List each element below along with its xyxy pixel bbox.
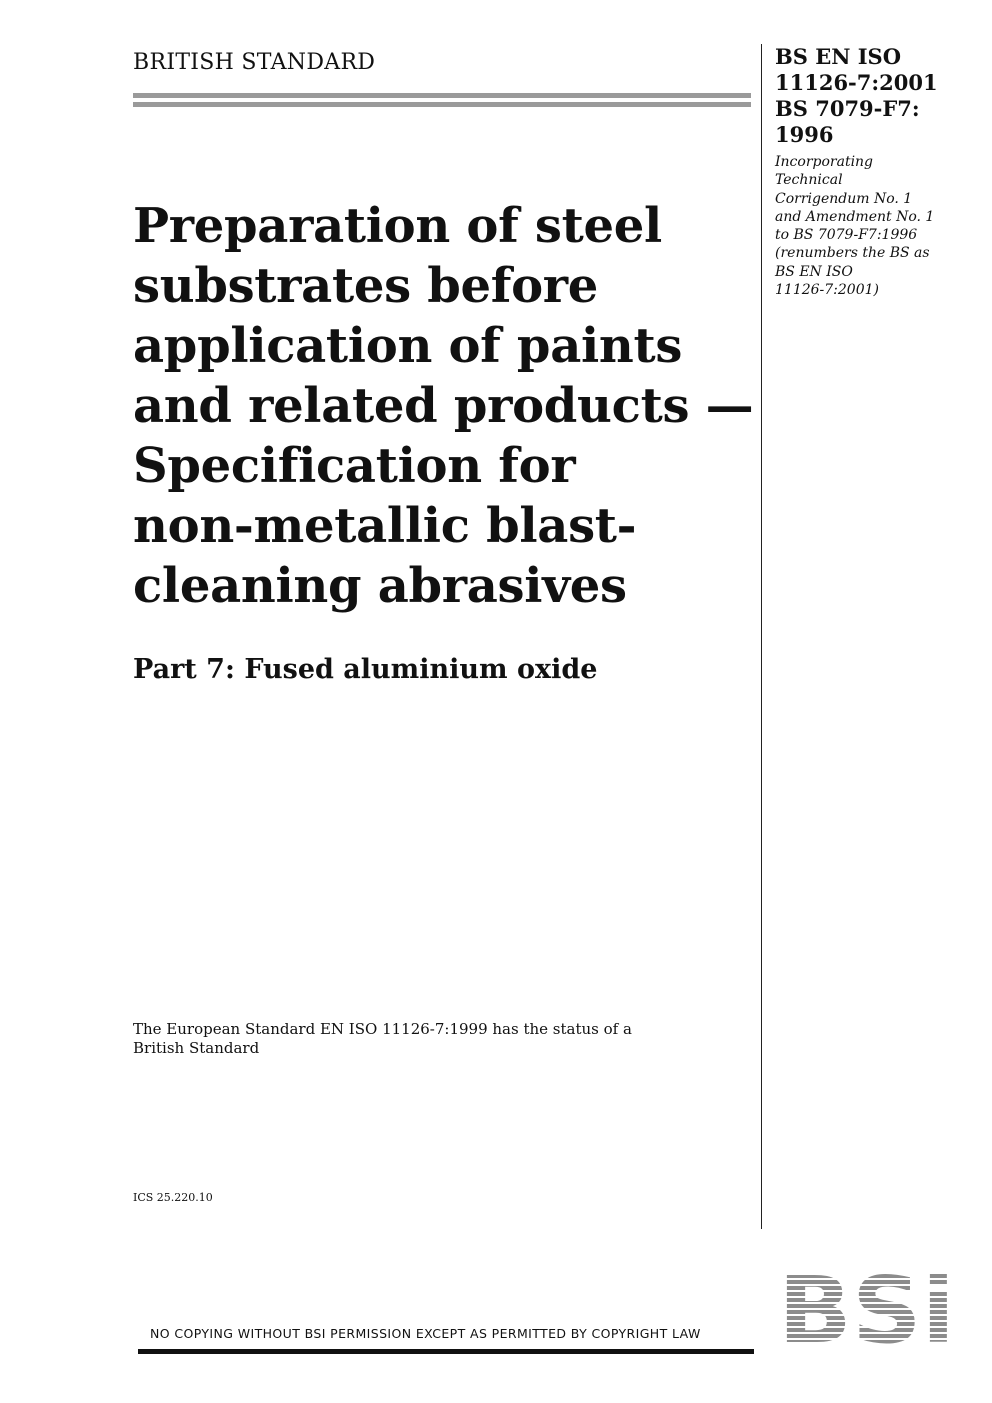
title-line: substrates before: [133, 258, 599, 314]
copyright-notice: NO COPYING WITHOUT BSI PERMISSION EXCEPT AS PERMITTED BY COPYRIGHT LAW: [150, 1326, 701, 1341]
title-line: application of paints: [133, 318, 683, 374]
bsi-logo-text: BSi: [778, 1274, 955, 1344]
header-rule-top: [133, 93, 751, 98]
status-statement: [133, 1020, 693, 1058]
document-title: [133, 196, 753, 616]
note-line: (renumbers the BS as: [775, 245, 930, 262]
title-line: and related products —: [133, 378, 754, 434]
title-line: non-metallic blast-: [133, 498, 637, 554]
bsi-logo: [778, 1274, 955, 1344]
note-line: 11126-7:2001): [775, 282, 879, 299]
title-line: Preparation of steel: [133, 198, 662, 254]
note-line: Technical: [775, 172, 843, 189]
note-line: Corrigendum No. 1: [775, 190, 913, 207]
note-line: BS EN ISO: [775, 263, 853, 280]
standard-number-line: 1996: [775, 122, 834, 147]
document-type-label: BRITISH STANDARD: [133, 50, 376, 75]
title-line: cleaning abrasives: [133, 558, 627, 614]
standard-number-line: BS 7079-F7:: [775, 96, 920, 121]
note-line: to BS 7079-F7:1996: [775, 227, 918, 244]
status-line: The European Standard EN ISO 11126-7:1999 has the status of a: [133, 1020, 632, 1038]
note-line: Incorporating: [775, 154, 874, 170]
ics-code: ICS 25.220.10: [133, 1191, 213, 1204]
standard-number: [775, 44, 975, 148]
column-divider: [761, 44, 762, 1229]
standard-number-line: BS EN ISO: [775, 44, 902, 69]
footer-rule: [138, 1349, 754, 1354]
document-subtitle: Part 7: Fused aluminium oxide: [133, 654, 598, 685]
standard-number-line: 11126-7:2001: [775, 70, 938, 95]
incorporation-note: [775, 153, 955, 299]
header-rule-bottom: [133, 102, 751, 107]
title-line: Specification for: [133, 438, 576, 494]
status-line: British Standard: [133, 1039, 260, 1057]
note-line: and Amendment No. 1: [775, 208, 935, 225]
